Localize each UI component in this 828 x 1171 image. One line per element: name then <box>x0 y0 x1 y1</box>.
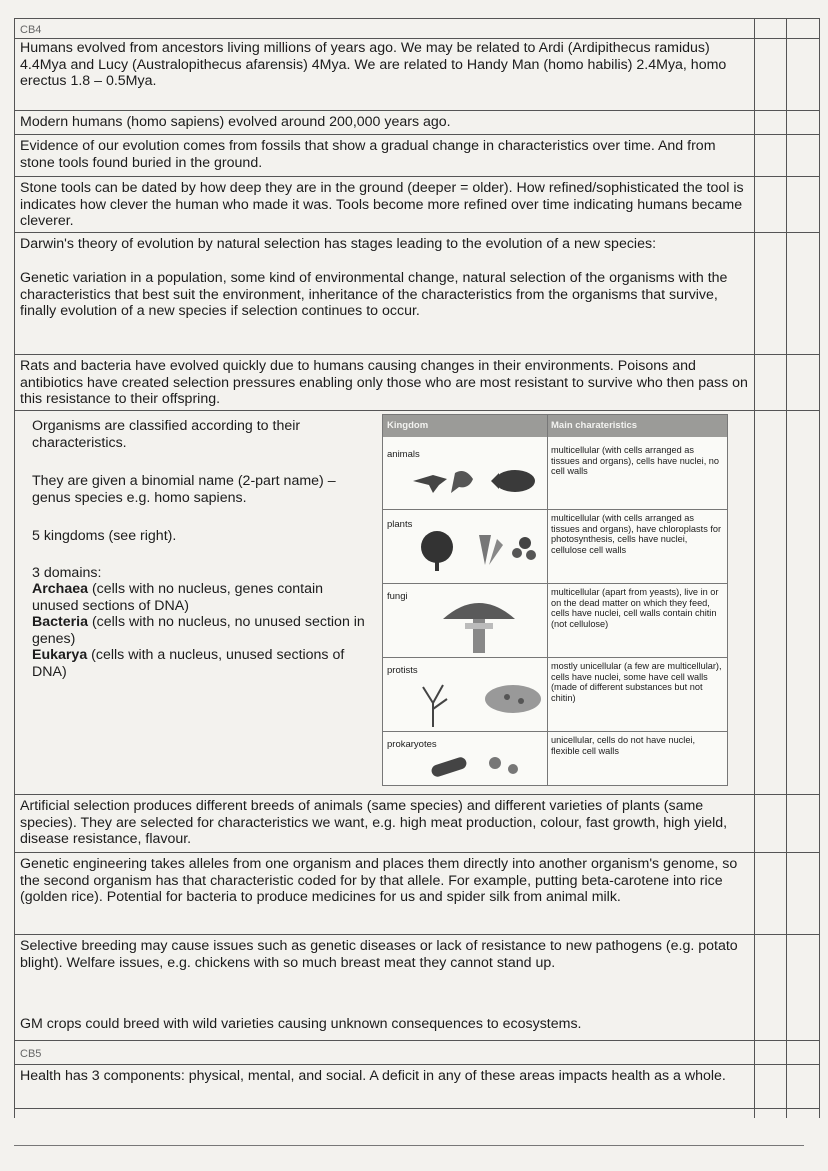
table-row-divider <box>383 509 727 510</box>
section-label-cb4: CB4 <box>20 24 42 36</box>
row-darwin-theory: Darwin's theory of evolution by natural selection has stages leading to the evolution of a new species: <box>20 236 657 252</box>
row-divider <box>14 110 820 111</box>
header-characteristics: Main charateristics <box>551 420 638 431</box>
kingdom-fungi: fungi <box>387 591 408 602</box>
fungi-illustration <box>439 593 519 659</box>
left-border <box>14 18 15 1118</box>
protists-desc: mostly unicellular (a few are multicellular), cells have nuclei, some have cell walls (made of different substances but not chitin) <box>551 661 722 703</box>
bacteria-name: Bacteria <box>32 614 88 630</box>
archaea-name: Archaea <box>32 581 88 597</box>
table-row-divider <box>383 657 727 658</box>
table-row-divider <box>383 731 727 732</box>
top-border <box>14 18 820 19</box>
fungi-desc: multicellular (apart from yeasts), live in or on the dead matter on which they feed, cells have nuclei, cell walls contain chitin (not cellulose) <box>551 587 719 629</box>
row-gm-crops: GM crops could breed with wild varieties causing unknown consequences to ecosystems. <box>20 1016 582 1032</box>
kingdom-protists: protists <box>387 665 418 676</box>
table-column-divider <box>547 415 548 785</box>
row-artificial-selection: Artificial selection produces different breeds of animals (same species) and different varieties of plants (same species). They are selected for characteristics we want, e.g. high meat production, colour, fast growth, high yield, disease resistance, flavour. <box>20 798 728 847</box>
row-divider <box>14 794 820 795</box>
binomial-name-text: They are given a binomial name (2-part name) – genus species e.g. homo sapiens. <box>32 473 336 506</box>
domain-archaea <box>32 581 372 614</box>
classification-text <box>32 418 372 680</box>
row-modern-humans: Modern humans (homo sapiens) evolved around 200,000 years ago. <box>20 114 451 130</box>
row-human-ancestors: Humans evolved from ancestors living millions of years ago. We may be related to Ardi (Ardipithecus ramidus) 4.4Mya and Lucy (Australopithecus afarensis) 4Mya. We are related to Handy Man (homo habilis) 2.4Mya, homo erectus 1.8 – 0.5Mya. <box>20 40 727 89</box>
row-divider <box>14 232 820 233</box>
kingdom-animals: animals <box>387 449 420 460</box>
bacteria-desc: (cells with no nucleus, no unused section in genes) <box>32 614 365 647</box>
row-fossil-evidence: Evidence of our evolution comes from fossils that show a gradual change in characteristics over time. And from stone tools found buried in the ground. <box>20 138 716 171</box>
row-divider <box>14 410 820 411</box>
row-health-components: Health has 3 components: physical, mental, and social. A deficit in any of these areas impacts health as a whole. <box>20 1068 726 1084</box>
column-divider-1 <box>754 18 755 1118</box>
row-divider <box>14 1064 820 1065</box>
row-selective-breeding-issues: Selective breeding may cause issues such as genetic diseases or lack of resistance to new pathogens (e.g. potato blight). Welfare issues, e.g. chickens with so much breast meat they cannot stand up. <box>20 938 738 971</box>
row-divider <box>14 38 820 39</box>
prokaryotes-desc: unicellular, cells do not have nuclei, flexible cell walls <box>551 735 696 756</box>
plants-desc: multicellular (with cells arranged as tissues and organs), have chloroplasts for photosynthesis, cells have nuclei, cellulose cell walls <box>551 513 722 555</box>
row-genetic-engineering: Genetic engineering takes alleles from one organism and places them directly into another organism's genome, so the second organism has that characteristic coded for by that allele. For example, putting beta-carotene into rice (golden rice). Potential for bacteria to produce medicines for us and spider silk from animal milk. <box>20 856 738 905</box>
five-kingdoms-text: 5 kingdoms (see right). <box>32 528 177 544</box>
row-divider <box>14 1108 820 1109</box>
domain-eukarya <box>32 647 372 680</box>
domains-title: 3 domains: <box>32 564 102 581</box>
row-divider <box>14 1040 820 1041</box>
kingdom-table-header <box>383 415 727 437</box>
prokaryotes-illustration <box>423 751 533 783</box>
kingdom-prokaryotes: prokaryotes <box>387 739 437 750</box>
archaea-desc: (cells with no nucleus, genes contain unused sections of DNA) <box>32 581 324 614</box>
domain-bacteria <box>32 614 372 647</box>
row-divider <box>14 134 820 135</box>
protists-illustration <box>417 673 547 729</box>
row-rats-bacteria: Rats and bacteria have evolved quickly due to humans causing changes in their environments. Poisons and antibiotics have created selection pressures enabling only those who are most resistant to survive who then pass on this resistance to their offspring. <box>20 358 748 407</box>
column-divider-2 <box>786 18 787 1118</box>
row-divider <box>14 852 820 853</box>
row-darwin-stages: Genetic variation in a population, some kind of environmental change, natural selection of the organisms with the characteristics that best suit the environment, inheritance of the characteristics from the organisms that survive, finally evolution of a new species if selection continues to occur. <box>20 270 728 319</box>
right-border <box>819 18 820 1118</box>
animals-illustration <box>403 459 543 501</box>
table-row-divider <box>383 583 727 584</box>
row-divider <box>14 176 820 177</box>
row-divider <box>14 934 820 935</box>
section-label-cb5: CB5 <box>20 1048 42 1060</box>
kingdom-table <box>382 414 728 786</box>
classification-intro: Organisms are classified according to their characteristics. <box>32 418 301 451</box>
revision-sheet <box>14 18 820 1118</box>
header-kingdom: Kingdom <box>387 420 429 431</box>
eukarya-desc: (cells with a nucleus, unused sections of DNA) <box>32 647 345 680</box>
row-stone-tools: Stone tools can be dated by how deep they are in the ground (deeper = older). How refined/sophisticated the tool is indicates how clever the human who made it was. Tools become more refined over time indicating humans became cleverer. <box>20 180 744 229</box>
eukarya-name: Eukarya <box>32 647 88 663</box>
row-divider <box>14 354 820 355</box>
page-bottom-line <box>14 1145 804 1146</box>
kingdom-plants: plants <box>387 519 413 530</box>
plants-illustration <box>413 525 543 575</box>
animals-desc: multicellular (with cells arranged as tissues and organs), cells have nuclei, no cell walls <box>551 445 720 477</box>
